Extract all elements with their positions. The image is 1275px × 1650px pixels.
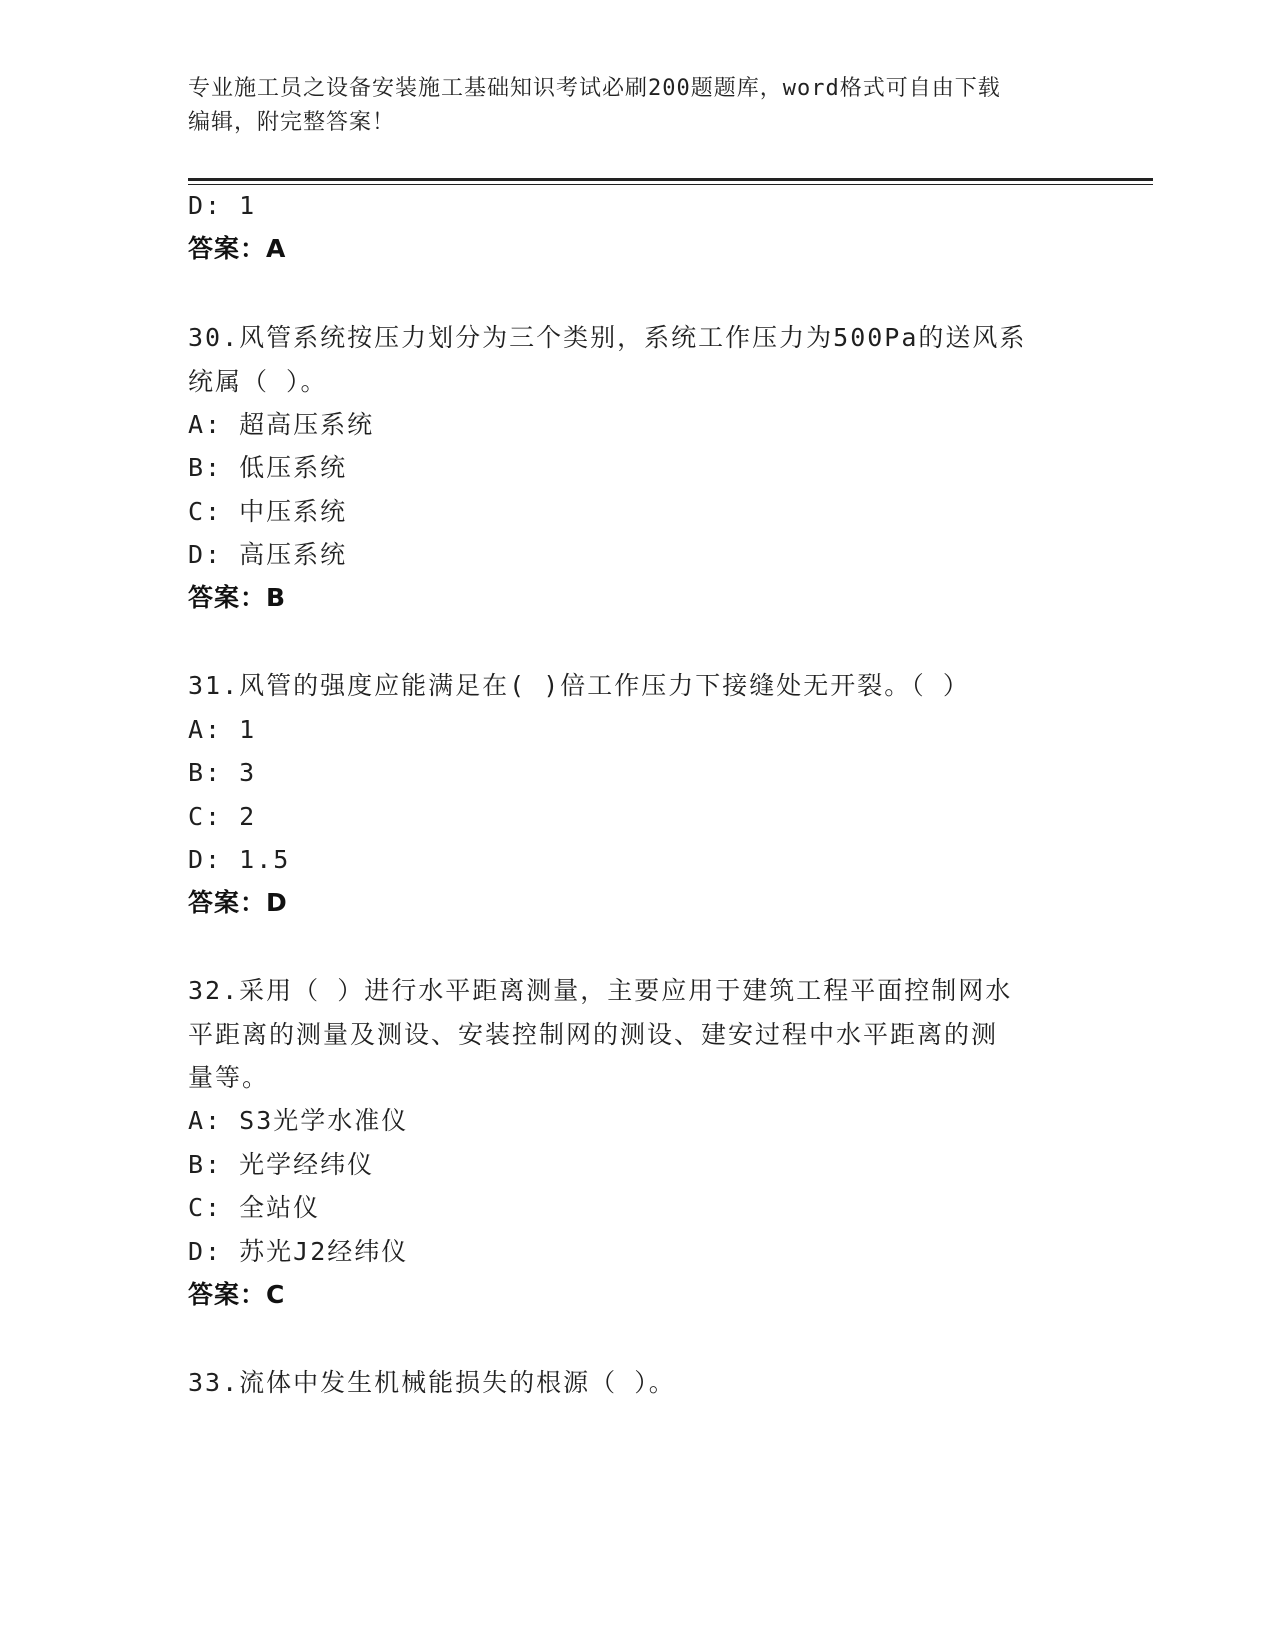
header-rule-thick [188, 178, 1153, 181]
q30-option-c: C: 中压系统 [188, 497, 348, 526]
header-line-2: 编辑，附完整答案！ [188, 110, 396, 135]
q32-option-a: A: S3光学水准仪 [188, 1106, 409, 1135]
q32-option-b: B: 光学经纬仪 [188, 1150, 375, 1179]
header-line-1: 专业施工员之设备安装施工基础知识考试必刷200题题库，word格式可自由下载 [188, 76, 1001, 101]
document-header [188, 72, 1068, 140]
q30-stem-line-2: 统属（ ）。 [188, 367, 328, 396]
q32-answer: 答案：C [188, 1280, 286, 1309]
q32-stem-line-2: 平距离的测量及测设、安装控制网的测设、建安过程中水平距离的测 [188, 1020, 999, 1049]
q32-stem-line-1: 32.采用（ ）进行水平距离测量，主要应用于建筑工程平面控制网水 [188, 976, 1013, 1005]
q31-option-a: A: 1 [188, 715, 257, 744]
prev-answer: 答案：A [188, 234, 287, 263]
q30-option-d: D: 高压系统 [188, 540, 348, 569]
q30-stem-line-1: 30.风管系统按压力划分为三个类别，系统工作压力为500Pa的送风系 [188, 323, 1027, 352]
q30-option-a: A: 超高压系统 [188, 410, 375, 439]
prev-option-d: D: 1 [188, 191, 257, 220]
q31-stem-line-1: 31.风管的强度应能满足在( )倍工作压力下接缝处无开裂。（ ） [188, 671, 970, 700]
q31-option-b: B: 3 [188, 758, 257, 787]
q32-stem-line-3: 量等。 [188, 1063, 270, 1092]
header-rule-thin [188, 184, 1153, 185]
q30-answer: 答案：B [188, 583, 287, 612]
q30-option-b: B: 低压系统 [188, 453, 348, 482]
document-page [188, 0, 1148, 1650]
q31-answer: 答案：D [188, 888, 288, 917]
q33-stem-line-1: 33.流体中发生机械能损失的根源（ ）。 [188, 1368, 676, 1397]
q31-option-d: D: 1.5 [188, 845, 291, 874]
q32-option-c: C: 全站仪 [188, 1193, 321, 1222]
q31-option-c: C: 2 [188, 802, 257, 831]
q32-option-d: D: 苏光J2经纬仪 [188, 1237, 409, 1266]
